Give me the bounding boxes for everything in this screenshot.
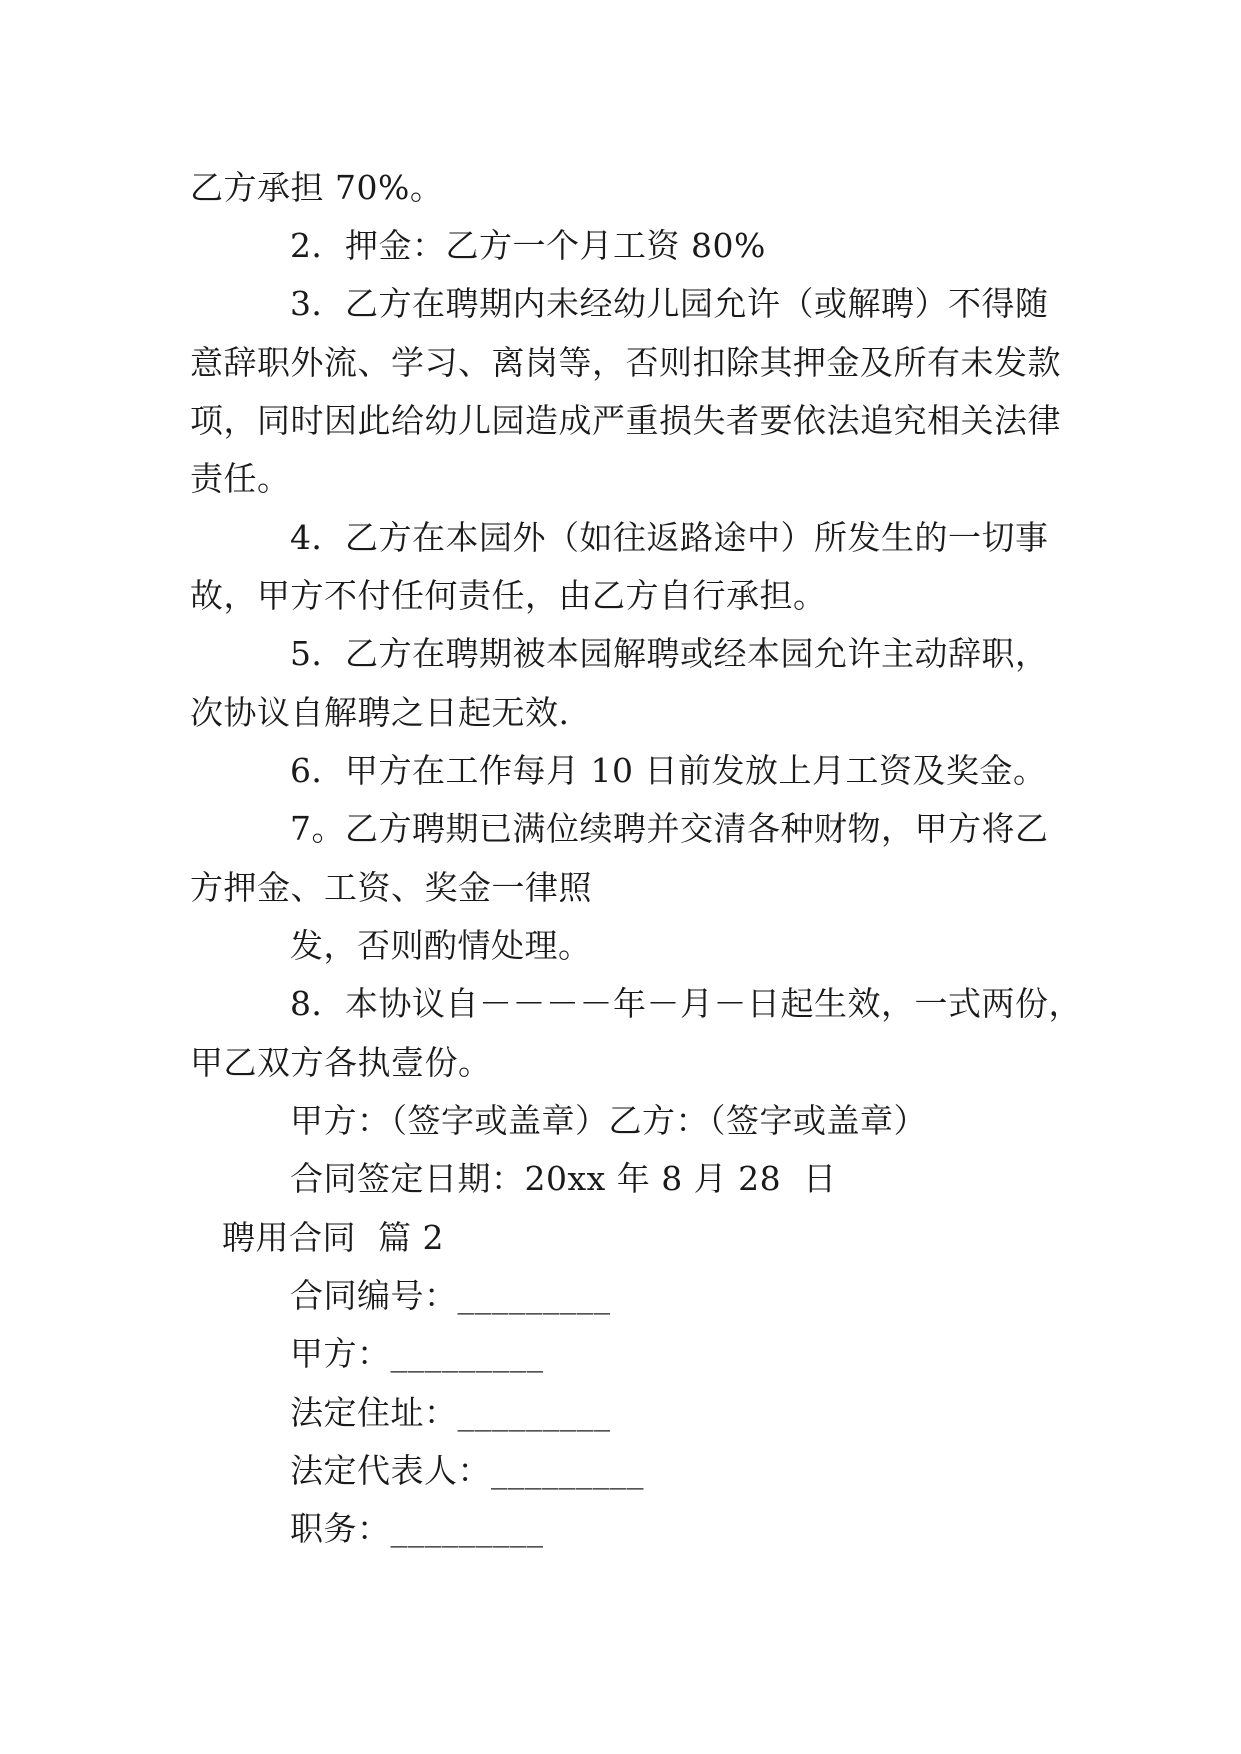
- text-line: 2．押金：乙方一个月工资 80%: [290, 226, 766, 265]
- text-line: 7。乙方聘期已满位续聘并交清各种财物，甲方将乙: [290, 809, 1049, 848]
- signature-line: 甲方：（签字或盖章）乙方：（签字或盖章）: [290, 1101, 927, 1140]
- contract-number-field: 合同编号：_________: [290, 1276, 611, 1315]
- text-line: 次协议自解聘之日起无效.: [190, 693, 570, 732]
- text-line: 项，同时因此给幼儿园造成严重损失者要依法追究相关法律: [190, 401, 1061, 440]
- text-line: 故，甲方不付任何责任，由乙方自行承担。: [190, 576, 827, 615]
- section-heading: 聘用合同 篇 2: [222, 1218, 444, 1257]
- text-line: 6．甲方在工作每月 10 日前发放上月工资及奖金。: [290, 751, 1047, 790]
- legal-representative-field: 法定代表人：_________: [290, 1451, 644, 1490]
- text-line: 意辞职外流、学习、离岗等，否则扣除其押金及所有未发款: [190, 343, 1061, 382]
- text-line: 3．乙方在聘期内未经幼儿园允许（或解聘）不得随: [290, 284, 1049, 323]
- text-line: 乙方承担 70%。: [190, 168, 444, 207]
- text-line: 甲乙双方各执壹份。: [190, 1043, 492, 1082]
- text-line: 责任。: [190, 459, 291, 498]
- text-line: 5．乙方在聘期被本园解聘或经本园允许主动辞职，: [290, 634, 1049, 673]
- text-line: 发，否则酌情处理。: [290, 926, 592, 965]
- text-line: 4．乙方在本园外（如往返路途中）所发生的一切事: [290, 518, 1049, 557]
- legal-address-field: 法定住址：_________: [290, 1393, 611, 1432]
- position-field: 职务：_________: [290, 1509, 544, 1548]
- text-line: 8．本协议自－－－－年－月－日起生效，一式两份，: [290, 984, 1082, 1023]
- text-line: 方押金、工资、奖金一律照: [190, 868, 592, 907]
- signing-date: 合同签定日期：20xx 年 8 月 28 日: [290, 1159, 837, 1198]
- party-a-field: 甲方：_________: [290, 1334, 544, 1373]
